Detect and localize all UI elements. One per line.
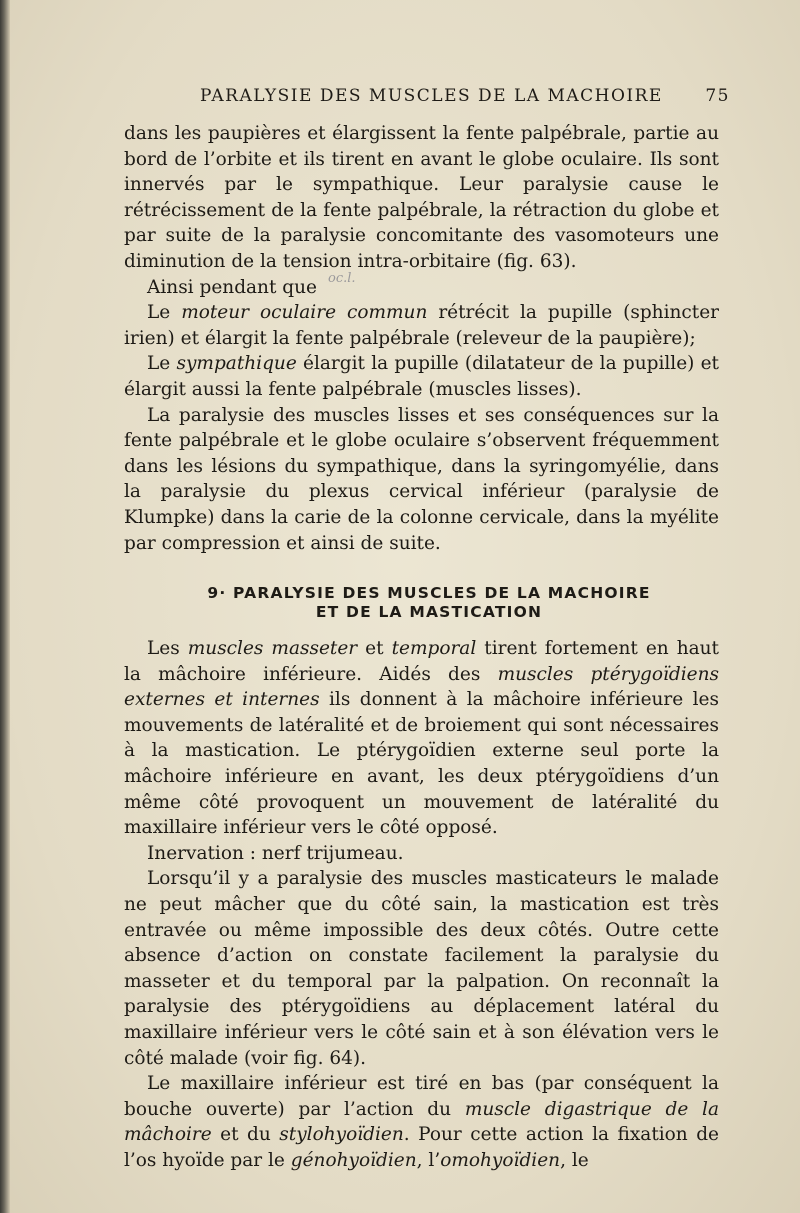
- paragraph-masseter-temporal: Les muscles masseter et temporal tirent fortement en haut la mâchoire inférieure. Aidés des muscles ptérygoïdiens externes et internes ils donnent à la mâchoire inférieure les mouvements de latéralité et de broiement qui sont nécessaires à la mastication. Le ptérygoïdien externe seul porte la mâchoire inférieure en avant, les deux ptérygoïdiens d’un même côté provoquent un mouvement de latéralité du maxillaire inférieur vers le côté opposé.: [124, 638, 719, 839]
- running-header: [200, 86, 730, 106]
- section-heading: [124, 584, 734, 622]
- paragraph-continuation: dans les paupières et élargissent la fente palpébrale, partie au bord de l’orbite et ils tirent en avant le globe oculaire. Ils sont innervés par le sympathique. Leur paralysie cause le rétrécissement de la fente palpébrale, la rétraction du globe et par suite de la paralysie concomitante des vasomoteurs une diminution de la tension intra-orbitaire (fig. 63).: [124, 123, 719, 272]
- text-block-top: [124, 121, 719, 556]
- page-number: 75: [705, 86, 730, 106]
- paragraph-moteur-oculaire: Le moteur oculaire commun rétrécit la pupille (sphincter irien) et élargit la fente palpébrale (releveur de la paupière);: [124, 302, 719, 349]
- paragraph-paralysie-masticateurs: Lorsqu’il y a paralysie des muscles masticateurs le malade ne peut mâcher que du côté sain, la mastication est très entravée ou même impossible des deux côtés. Outre cette absence d’action on constate facilement la paralysie du masseter et du temporal par la palpation. On reconnaît la paralysie des ptérygoïdiens au déplacement latéral du maxillaire inférieur vers le côté sain et à son élévation vers le côté malade (voir fig. 64).: [124, 868, 719, 1069]
- paragraph-ainsi: Ainsi pendant que: [147, 276, 317, 298]
- section-heading-line2: ET DE LA MASTICATION: [315, 603, 543, 621]
- handwritten-annotation: oc.l.: [328, 271, 356, 286]
- paragraph-inervation: Inervation : nerf trijumeau.: [147, 842, 404, 864]
- paragraph-maxillaire-inferieur: Le maxillaire inférieur est tiré en bas (par conséquent la bouche ouverte) par l’action du muscle digastrique de la mâchoire et du stylohyoïdien. Pour cette action la fixation de l’os hyoïde par le génohyoïdien, l’omohyoïdien, le: [124, 1073, 719, 1171]
- section-heading-line1: 9· PARALYSIE DES MUSCLES DE LA MACHOIRE: [207, 584, 651, 602]
- running-title: PARALYSIE DES MUSCLES DE LA MACHOIRE: [200, 86, 663, 106]
- paragraph-sympathique: Le sympathique élargit la pupille (dilatateur de la pupille) et élargit aussi la fente palpébrale (muscles lisses).: [124, 353, 719, 400]
- paragraph-paralysie-muscles-lisses: La paralysie des muscles lisses et ses conséquences sur la fente palpébrale et le globe oculaire s’observent fréquemment dans les lésions du sympathique, dans la syringomyélie, dans la paralysie du plexus cervical inférieur (paralysie de Klumpke) dans la carie de la colonne cervicale, dans la myélite par compression et ainsi de suite.: [124, 404, 719, 554]
- text-block-bottom: [124, 636, 719, 1173]
- book-binding-edge: [0, 0, 10, 1213]
